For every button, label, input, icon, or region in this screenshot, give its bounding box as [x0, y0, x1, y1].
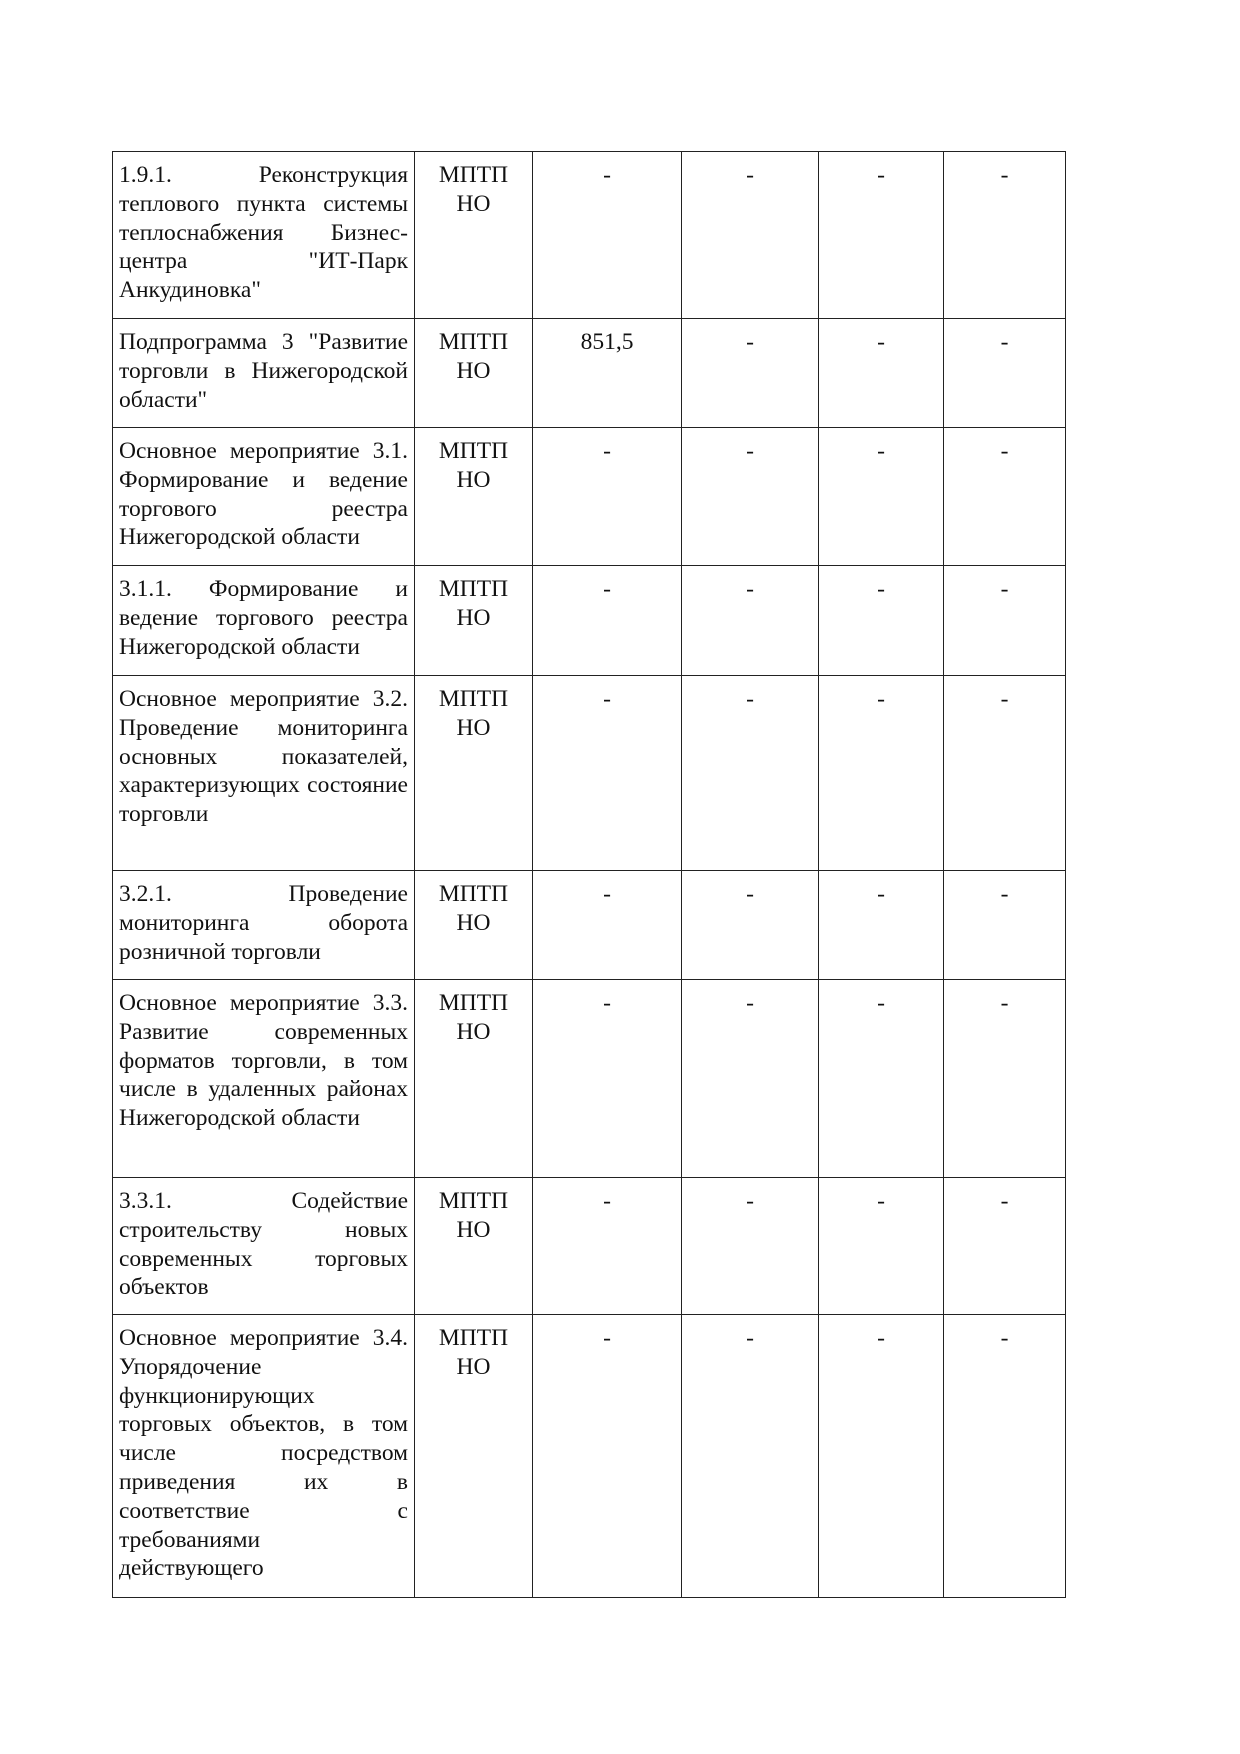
row-value-1: - [533, 566, 682, 676]
row-value-3: - [819, 1178, 944, 1315]
row-name: Основное мероприятие 3.2. Проведение мониторинга основных показателей, характеризующих состояние торговли [113, 676, 415, 871]
row-value-4: - [944, 676, 1066, 871]
row-executor: МПТП НО [415, 428, 533, 566]
row-value-2: - [682, 1178, 819, 1315]
row-value-4: - [944, 1315, 1066, 1598]
row-value-1: 851,5 [533, 319, 682, 428]
row-value-2: - [682, 428, 819, 566]
row-value-3: - [819, 871, 944, 980]
row-value-4: - [944, 871, 1066, 980]
row-value-4: - [944, 1178, 1066, 1315]
row-value-3: - [819, 566, 944, 676]
table-row [113, 152, 1066, 319]
row-value-2: - [682, 980, 819, 1178]
table-row [113, 428, 1066, 566]
row-value-1: - [533, 1178, 682, 1315]
row-executor: МПТП НО [415, 980, 533, 1178]
table-row [113, 676, 1066, 871]
row-value-4: - [944, 566, 1066, 676]
row-value-3: - [819, 1315, 944, 1598]
row-value-2: - [682, 152, 819, 319]
row-name: 1.9.1. Реконструкция теплового пункта системы теплоснабжения Бизнес-центра "ИТ-Парк Анкудиновка" [113, 152, 415, 319]
row-value-3: - [819, 152, 944, 319]
row-name: Основное мероприятие 3.1. Формирование и ведение торгового реестра Нижегородской области [113, 428, 415, 566]
row-value-2: - [682, 871, 819, 980]
row-name: Основное мероприятие 3.4. Упорядочение функционирующих торговых объектов, в том числе посредством приведения их в соответствие с требованиями действующего [113, 1315, 415, 1598]
row-value-1: - [533, 152, 682, 319]
row-executor: МПТП НО [415, 319, 533, 428]
row-value-1: - [533, 980, 682, 1178]
row-executor: МПТП НО [415, 1178, 533, 1315]
table-row [113, 319, 1066, 428]
table-row [113, 1178, 1066, 1315]
row-value-1: - [533, 428, 682, 566]
program-table [112, 151, 1066, 1598]
row-executor: МПТП НО [415, 566, 533, 676]
row-executor: МПТП НО [415, 1315, 533, 1598]
row-name: 3.1.1. Формирование и ведение торгового реестра Нижегородской области [113, 566, 415, 676]
table-row [113, 566, 1066, 676]
row-value-4: - [944, 980, 1066, 1178]
row-value-3: - [819, 676, 944, 871]
row-value-4: - [944, 319, 1066, 428]
row-value-2: - [682, 319, 819, 428]
row-value-4: - [944, 152, 1066, 319]
row-value-2: - [682, 1315, 819, 1598]
row-value-2: - [682, 676, 819, 871]
row-executor: МПТП НО [415, 152, 533, 319]
table-row [113, 1315, 1066, 1598]
row-value-1: - [533, 871, 682, 980]
table-row [113, 980, 1066, 1178]
table-row [113, 871, 1066, 980]
row-executor: МПТП НО [415, 676, 533, 871]
row-name: 3.2.1. Проведение мониторинга оборота розничной торговли [113, 871, 415, 980]
row-value-2: - [682, 566, 819, 676]
row-name: Подпрограмма 3 "Развитие торговли в Нижегородской области" [113, 319, 415, 428]
row-executor: МПТП НО [415, 871, 533, 980]
row-value-3: - [819, 980, 944, 1178]
row-name: 3.3.1. Содействие строительству новых современных торговых объектов [113, 1178, 415, 1315]
row-name: Основное мероприятие 3.3. Развитие современных форматов торговли, в том числе в удаленных районах Нижегородской области [113, 980, 415, 1178]
row-value-1: - [533, 676, 682, 871]
row-value-3: - [819, 428, 944, 566]
row-value-3: - [819, 319, 944, 428]
row-value-1: - [533, 1315, 682, 1598]
row-value-4: - [944, 428, 1066, 566]
